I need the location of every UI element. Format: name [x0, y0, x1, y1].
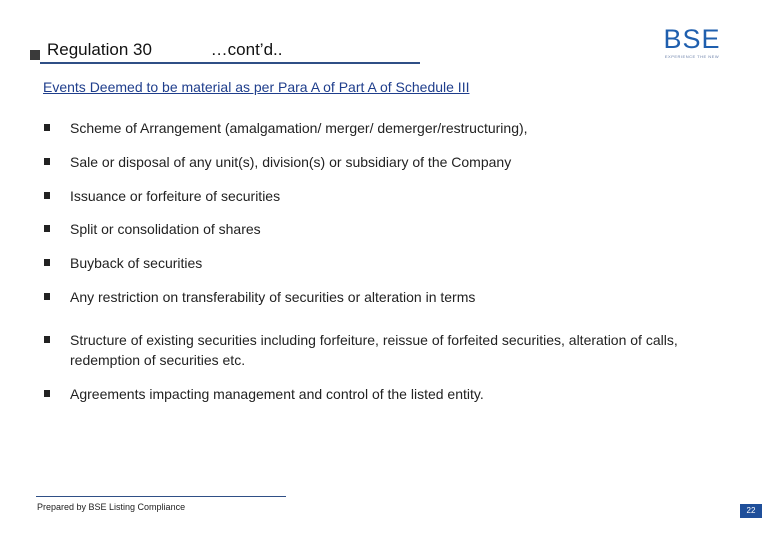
bullet-icon — [44, 225, 50, 232]
logo-text: BSE — [663, 24, 721, 54]
list-item-text: Buyback of securities — [70, 255, 203, 271]
list-item-text: Agreements impacting management and control of the listed entity. — [70, 386, 484, 402]
page-title — [47, 40, 282, 60]
bullet-icon — [44, 192, 50, 199]
footer-divider — [36, 496, 286, 497]
bullet-icon — [44, 293, 50, 300]
logo-tagline: EXPERIENCE THE NEW — [664, 54, 720, 59]
list-item-text: Scheme of Arrangement (amalgamation/ merger/ demerger/restructuring), — [70, 120, 528, 136]
list-item-text: Issuance or forfeiture of securities — [70, 188, 281, 204]
bullet-icon — [44, 158, 50, 165]
bse-logo — [652, 22, 732, 62]
title-continuation: …cont’d.. — [210, 40, 283, 59]
title-underline — [40, 62, 420, 64]
bullet-icon — [44, 336, 50, 343]
page-number-badge: 22 — [740, 504, 762, 518]
list-item-text: Sale or disposal of any unit(s), division(s) or subsidiary of the Company — [70, 154, 512, 170]
title-marker — [30, 50, 40, 60]
list-item-text: Structure of existing securities including forfeiture, reissue of forfeited securities, alteration of calls, redemption of securities etc. — [70, 332, 678, 368]
title-text: Regulation 30 — [47, 40, 152, 59]
bullet-icon — [44, 124, 50, 131]
footer-text: Prepared by BSE Listing Compliance — [37, 502, 186, 512]
list-item-text: Any restriction on transferability of securities or alteration in terms — [70, 289, 476, 305]
bullet-icon — [44, 259, 50, 266]
bullet-icon — [44, 390, 50, 397]
section-subtitle: Events Deemed to be material as per Para A of Part A of Schedule III — [43, 79, 470, 95]
list-item-text: Split or consolidation of shares — [70, 221, 261, 237]
